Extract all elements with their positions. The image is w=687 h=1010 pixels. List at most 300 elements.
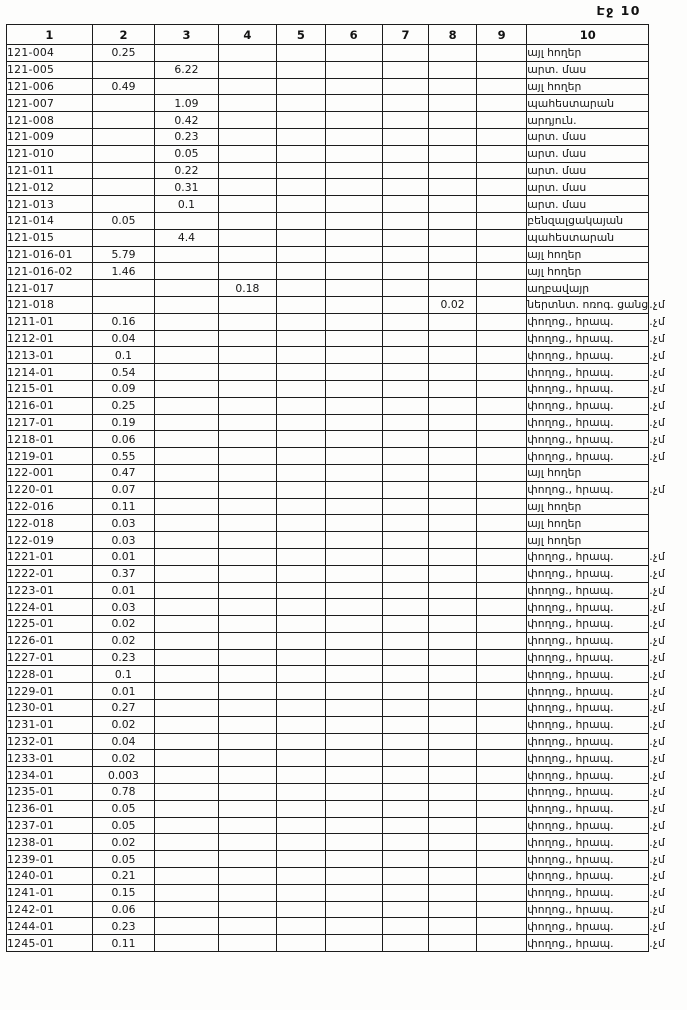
margin-mark: .չմ [649,718,666,732]
empty-cell [325,61,382,78]
land-type-cell: փողոց., հրապ. [527,565,649,582]
empty-cell [155,649,218,666]
empty-cell [382,700,428,717]
empty-cell [429,179,477,196]
empty-cell [277,296,325,313]
empty-cell [155,565,218,582]
empty-cell [382,347,428,364]
empty-cell [277,666,325,683]
empty-cell [382,212,428,229]
table-row [7,599,687,616]
empty-cell [218,632,276,649]
empty-cell [476,179,526,196]
empty-cell [429,683,477,700]
parcel-code-cell: 1233-01 [7,750,93,767]
table-row [7,212,687,229]
empty-cell [218,263,276,280]
empty-cell [382,397,428,414]
empty-cell [277,78,325,95]
margin-mark [649,95,687,112]
empty-cell [429,733,477,750]
empty-cell [218,246,276,263]
column-header: 3 [155,25,218,45]
table-row [7,347,687,364]
area-value-cell: 0.22 [155,162,218,179]
area-value-cell: 0.15 [92,884,155,901]
empty-cell [277,548,325,565]
empty-cell [382,901,428,918]
area-value-cell: 0.05 [155,145,218,162]
parcel-code-cell: 1231-01 [7,716,93,733]
empty-cell [476,817,526,834]
table-row [7,414,687,431]
table-row [7,632,687,649]
land-type-cell: այլ հողեր [527,498,649,515]
table-row [7,229,687,246]
empty-cell [429,364,477,381]
empty-cell [476,263,526,280]
empty-cell [382,767,428,784]
area-value-cell: 0.25 [92,397,155,414]
margin-mark [649,212,687,229]
empty-cell [218,750,276,767]
area-value-cell: 0.16 [92,313,155,330]
empty-cell [277,733,325,750]
land-type-cell: փողոց., հրապ. [527,784,649,801]
column-header: 6 [325,25,382,45]
parcel-code-cell: 121-018 [7,296,93,313]
area-value-cell: 4.4 [155,229,218,246]
empty-cell [325,414,382,431]
empty-cell [476,364,526,381]
table-row [7,179,687,196]
empty-cell [155,884,218,901]
empty-cell [277,935,325,952]
empty-cell [277,498,325,515]
empty-cell [476,112,526,129]
empty-cell [218,935,276,952]
empty-cell [382,431,428,448]
table-row [7,532,687,549]
empty-cell [277,817,325,834]
land-type-cell: փողոց., հրապ. [527,884,649,901]
parcel-code-cell: 122-018 [7,515,93,532]
land-type-cell: պահեստարան [527,95,649,112]
parcel-code-cell: 1220-01 [7,481,93,498]
empty-cell [277,716,325,733]
land-type-cell: փողոց., հրապ. [527,700,649,717]
empty-cell [218,834,276,851]
empty-cell [218,196,276,213]
empty-cell [429,196,477,213]
margin-mark: .չմ [649,852,666,866]
empty-cell [476,481,526,498]
margin-mark [649,263,687,280]
land-type-cell: փողոց., հրապ. [527,834,649,851]
table-row [7,767,687,784]
empty-cell [429,330,477,347]
area-value-cell: 0.11 [92,935,155,952]
area-value-cell: 0.1 [155,196,218,213]
empty-cell [476,448,526,465]
land-type-cell: այլ հողեր [527,78,649,95]
empty-cell [155,45,218,62]
parcel-code-cell: 1234-01 [7,767,93,784]
empty-cell [325,834,382,851]
parcel-code-cell: 121-005 [7,61,93,78]
empty-cell [429,582,477,599]
empty-cell [155,582,218,599]
land-type-cell: փողոց., հրապ. [527,632,649,649]
empty-cell [155,246,218,263]
empty-cell [155,700,218,717]
empty-cell [155,683,218,700]
margin-mark [649,128,687,145]
land-type-cell: փողոց., հրապ. [527,616,649,633]
land-type-cell: փողոց., հրապ. [527,347,649,364]
land-type-cell: արտ. մաս [527,179,649,196]
table-row [7,515,687,532]
empty-cell [476,582,526,599]
margin-mark: .չմ [649,365,666,379]
empty-cell [325,246,382,263]
area-value-cell: 0.55 [92,448,155,465]
land-type-cell: փողոց., հրապ. [527,313,649,330]
empty-cell [325,784,382,801]
empty-cell [155,784,218,801]
empty-cell [476,45,526,62]
table-row [7,280,687,297]
empty-cell [429,498,477,515]
parcel-code-cell: 1232-01 [7,733,93,750]
empty-cell [92,95,155,112]
empty-cell [382,834,428,851]
parcel-code-cell: 121-007 [7,95,93,112]
empty-cell [382,800,428,817]
empty-cell [155,263,218,280]
empty-cell [325,380,382,397]
table-row [7,935,687,952]
table-row [7,700,687,717]
column-header: 4 [218,25,276,45]
empty-cell [382,817,428,834]
parcel-code-cell: 1229-01 [7,683,93,700]
margin-mark: .չմ [649,348,666,362]
empty-cell [218,565,276,582]
empty-cell [382,532,428,549]
empty-cell [218,582,276,599]
area-value-cell: 0.02 [92,616,155,633]
empty-cell [476,918,526,935]
margin-mark [649,246,687,263]
empty-cell [325,431,382,448]
margin-mark: .չմ [649,751,666,765]
empty-cell [218,45,276,62]
column-header: 10 [527,25,649,45]
empty-cell [325,498,382,515]
table-row [7,61,687,78]
empty-cell [218,800,276,817]
empty-cell [277,380,325,397]
empty-cell [476,78,526,95]
empty-cell [218,78,276,95]
empty-cell [277,515,325,532]
empty-cell [476,95,526,112]
empty-cell [382,616,428,633]
empty-cell [382,935,428,952]
empty-cell [92,280,155,297]
empty-cell [476,498,526,515]
table-row [7,112,687,129]
empty-cell [155,464,218,481]
empty-cell [429,935,477,952]
land-type-cell: փողոց., հրապ. [527,649,649,666]
area-value-cell: 0.06 [92,431,155,448]
table-row [7,868,687,885]
parcel-code-cell: 1227-01 [7,649,93,666]
table-row [7,716,687,733]
empty-cell [325,901,382,918]
empty-cell [218,817,276,834]
column-header: 9 [476,25,526,45]
empty-cell [218,901,276,918]
empty-cell [92,179,155,196]
table-row [7,296,687,313]
parcel-code-cell: 1211-01 [7,313,93,330]
parcel-code-cell: 1217-01 [7,414,93,431]
empty-cell [277,464,325,481]
empty-cell [155,330,218,347]
empty-cell [218,481,276,498]
empty-cell [92,145,155,162]
empty-cell [218,767,276,784]
empty-cell [382,632,428,649]
empty-cell [325,918,382,935]
empty-cell [325,78,382,95]
land-type-cell: այլ հողեր [527,515,649,532]
empty-cell [476,565,526,582]
empty-cell [429,616,477,633]
empty-cell [476,632,526,649]
empty-cell [476,784,526,801]
table-body [7,45,687,952]
empty-cell [382,414,428,431]
empty-cell [155,901,218,918]
empty-cell [218,229,276,246]
empty-cell [429,599,477,616]
land-type-cell: փողոց., հրապ. [527,683,649,700]
empty-cell [92,229,155,246]
table-row [7,851,687,868]
empty-cell [382,599,428,616]
parcel-code-cell: 1226-01 [7,632,93,649]
empty-cell [325,632,382,649]
area-value-cell: 0.07 [92,481,155,498]
margin-mark: .չմ [649,886,666,900]
empty-cell [155,817,218,834]
parcel-code-cell: 122-016 [7,498,93,515]
column-header: 2 [92,25,155,45]
area-value-cell: 0.02 [92,716,155,733]
margin-mark: .չմ [649,617,666,631]
empty-cell [429,649,477,666]
margin-mark [649,280,687,297]
empty-cell [325,481,382,498]
parcel-code-cell: 121-011 [7,162,93,179]
parcel-code-cell: 1230-01 [7,700,93,717]
empty-cell [277,431,325,448]
margin-mark: .չմ [649,331,666,345]
empty-cell [218,313,276,330]
empty-cell [277,834,325,851]
margin-mark: .չմ [649,634,666,648]
area-value-cell: 0.02 [92,750,155,767]
land-type-cell: փողոց., հրապ. [527,397,649,414]
empty-cell [218,95,276,112]
land-type-cell: փողոց., հրապ. [527,414,649,431]
parcel-code-cell: 1245-01 [7,935,93,952]
parcel-code-cell: 122-019 [7,532,93,549]
empty-cell [277,112,325,129]
table-row [7,481,687,498]
empty-cell [429,750,477,767]
empty-cell [325,733,382,750]
empty-cell [155,632,218,649]
parcel-code-cell: 1216-01 [7,397,93,414]
table-row [7,162,687,179]
empty-cell [325,851,382,868]
land-type-cell: փողոց., հրապ. [527,767,649,784]
margin-mark: .չմ [649,785,666,799]
empty-cell [476,599,526,616]
empty-cell [429,112,477,129]
empty-cell [382,246,428,263]
table-row [7,464,687,481]
table-row [7,884,687,901]
land-type-cell: արտ. մաս [527,145,649,162]
land-type-cell: արտ. մաս [527,61,649,78]
area-value-cell: 0.03 [92,515,155,532]
empty-cell [429,280,477,297]
empty-cell [277,313,325,330]
empty-cell [476,229,526,246]
area-value-cell: 0.23 [155,128,218,145]
empty-cell [382,582,428,599]
empty-cell [277,851,325,868]
empty-cell [429,95,477,112]
empty-cell [429,380,477,397]
area-value-cell: 0.02 [92,834,155,851]
empty-cell [429,632,477,649]
empty-cell [382,683,428,700]
margin-mark: .չմ [649,936,666,950]
column-header: 8 [429,25,477,45]
margin-mark [649,515,687,532]
empty-cell [325,599,382,616]
empty-cell [325,884,382,901]
table-row [7,78,687,95]
area-value-cell: 0.05 [92,817,155,834]
empty-cell [382,45,428,62]
empty-cell [325,364,382,381]
area-value-cell: 0.23 [92,649,155,666]
margin-mark [649,196,687,213]
margin-mark: .չմ [649,684,666,698]
margin-mark [649,145,687,162]
empty-cell [325,179,382,196]
parcel-code-cell: 1242-01 [7,901,93,918]
empty-cell [277,784,325,801]
table-row [7,918,687,935]
empty-cell [92,112,155,129]
empty-cell [382,280,428,297]
empty-cell [429,481,477,498]
empty-cell [429,548,477,565]
empty-cell [277,448,325,465]
empty-cell [218,733,276,750]
parcel-code-cell: 1213-01 [7,347,93,364]
area-value-cell: 0.78 [92,784,155,801]
empty-cell [429,868,477,885]
table-row [7,683,687,700]
parcel-code-cell: 121-010 [7,145,93,162]
empty-cell [429,162,477,179]
table-row [7,330,687,347]
table-row [7,901,687,918]
empty-cell [476,380,526,397]
parcel-code-cell: 1241-01 [7,884,93,901]
parcel-code-cell: 1215-01 [7,380,93,397]
header-row [7,25,687,45]
empty-cell [155,733,218,750]
area-value-cell: 0.1 [92,347,155,364]
empty-cell [382,448,428,465]
table-row [7,750,687,767]
land-type-cell: փողոց., հրապ. [527,364,649,381]
parcel-code-cell: 121-004 [7,45,93,62]
margin-mark: .չմ [649,315,666,329]
empty-cell [382,498,428,515]
parcel-code-cell: 1244-01 [7,918,93,935]
empty-cell [218,515,276,532]
empty-cell [277,884,325,901]
empty-cell [382,565,428,582]
empty-cell [155,414,218,431]
land-type-cell: արտ. մաս [527,162,649,179]
empty-cell [325,532,382,549]
empty-cell [155,431,218,448]
land-type-cell: ներտնտ. ոռոգ. ցանց [527,298,649,312]
empty-cell [476,515,526,532]
land-type-cell: փողոց., հրապ. [527,666,649,683]
empty-cell [155,666,218,683]
empty-cell [277,212,325,229]
parcel-code-cell: 1238-01 [7,834,93,851]
parcel-code-cell: 1235-01 [7,784,93,801]
empty-cell [277,582,325,599]
margin-mark: .չմ [649,869,666,883]
empty-cell [277,901,325,918]
empty-cell [277,565,325,582]
empty-cell [92,162,155,179]
land-type-cell: փողոց., հրապ. [527,330,649,347]
margin-mark: .չմ [649,449,666,463]
empty-cell [382,868,428,885]
empty-cell [155,716,218,733]
area-value-cell: 0.11 [92,498,155,515]
empty-cell [382,716,428,733]
table-row [7,834,687,851]
